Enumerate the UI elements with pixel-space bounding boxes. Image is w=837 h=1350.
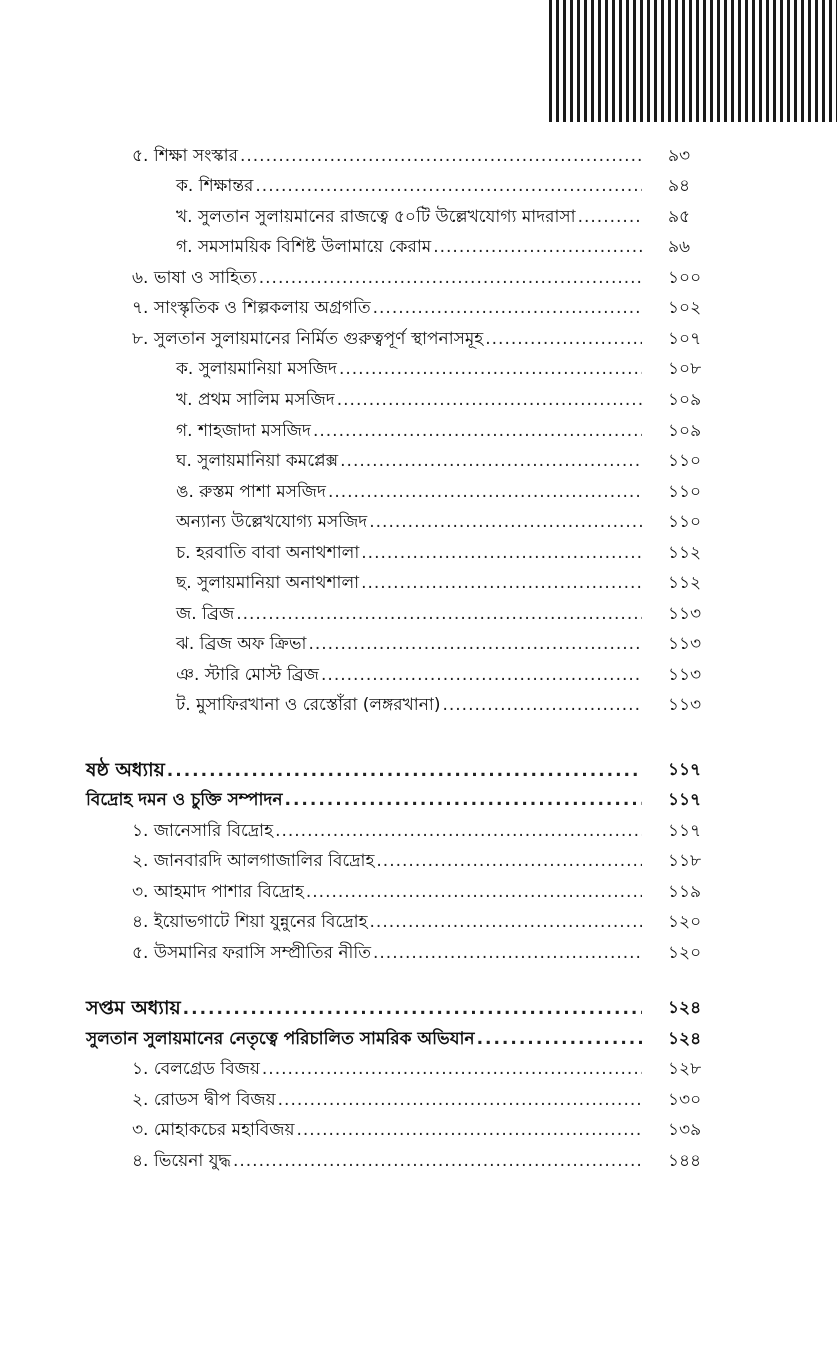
toc-entry-title: ঙ. রুস্তম পাশা মসজিদ — [176, 482, 326, 502]
dot-leader — [477, 1028, 642, 1050]
toc-entry-title: ৩. মোহাকচের মহাবিজয় — [132, 1120, 295, 1140]
toc-entry-title: ক. সুলায়মানিয়া মসজিদ — [176, 359, 337, 379]
dot-leader — [442, 694, 642, 716]
dot-leader — [240, 145, 642, 167]
toc-page-number: ১১০ — [668, 482, 702, 502]
toc-page-number: ১১৩ — [668, 695, 702, 715]
toc-page-number: ১৩৯ — [668, 1120, 702, 1140]
toc-page-number: ১১৩ — [668, 634, 702, 654]
toc-page-number: ১২০ — [668, 943, 702, 963]
toc-entry-title: বিদ্রোহ দমন ও চুক্তি সম্পাদন — [86, 790, 283, 810]
toc-entry[interactable] — [176, 358, 702, 380]
toc-page-number: ৯৬ — [668, 237, 691, 257]
toc-page-number: ১০২ — [668, 298, 702, 318]
toc-entry-title: অন্যান্য উল্লেখযোগ্য মসজিদ — [176, 512, 368, 532]
dot-leader — [297, 1119, 643, 1141]
dot-leader — [340, 450, 642, 472]
toc-entry[interactable] — [176, 389, 702, 411]
toc-entry-title: ক. শিক্ষান্তর — [176, 176, 254, 196]
dot-leader — [233, 1150, 642, 1172]
toc-entry[interactable] — [132, 1150, 702, 1172]
toc-entry-title: ২. রোডস দ্বীপ বিজয় — [132, 1090, 276, 1110]
dot-leader — [255, 175, 642, 197]
toc-entry[interactable] — [86, 997, 702, 1020]
dot-leader — [313, 420, 642, 442]
toc-page-number: ১২৪ — [668, 1029, 702, 1049]
toc-page-number: ১১৩ — [668, 604, 702, 624]
toc-entry[interactable] — [176, 664, 702, 686]
toc-entry[interactable] — [132, 145, 691, 167]
toc-page-number: ১১০ — [668, 451, 702, 471]
dot-leader — [275, 820, 642, 842]
dot-leader — [361, 542, 642, 564]
toc-entry[interactable] — [132, 911, 702, 933]
toc-entry[interactable] — [176, 236, 691, 258]
toc-entry-title: গ. শাহজাদা মসজিদ — [176, 421, 311, 441]
toc-page-number: ১৩০ — [668, 1090, 702, 1110]
toc-entry-title: ৮. সুলতান সুলায়মানের নির্মিত গুরুত্বপূর্ণ স্থাপনাসমূহ — [132, 329, 484, 349]
toc-entry[interactable] — [176, 175, 691, 197]
toc-entry-title: ছ. সুলায়মানিয়া অনাথশালা — [176, 573, 360, 593]
toc-entry-title: ৪. ভিয়েনা যুদ্ধ — [132, 1151, 231, 1171]
dot-leader — [259, 267, 642, 289]
dot-leader — [376, 850, 642, 872]
toc-entry[interactable] — [176, 511, 702, 533]
toc-entry[interactable] — [132, 942, 702, 964]
toc-entry[interactable] — [86, 789, 702, 811]
dot-leader — [236, 603, 642, 625]
toc-page-number: ১২০ — [668, 912, 702, 932]
toc-entry-title: ১. বেলগ্রেড বিজয় — [132, 1059, 260, 1079]
toc-entry[interactable] — [86, 1028, 702, 1050]
toc-entry[interactable] — [132, 1089, 702, 1111]
dot-leader — [369, 511, 642, 533]
toc-entry[interactable] — [132, 881, 702, 903]
dot-leader — [337, 389, 642, 411]
toc-entry-title: খ. প্রথম সালিম মসজিদ — [176, 390, 335, 410]
toc-entry-title: গ. সমসাময়িক বিশিষ্ট উলামায়ে কেরাম — [176, 237, 432, 257]
toc-entry[interactable] — [176, 633, 702, 655]
toc-page-number: ১৪৪ — [668, 1151, 702, 1171]
dot-leader — [339, 358, 642, 380]
toc-entry[interactable] — [132, 850, 702, 872]
toc-entry-title: ১. জানেসারি বিদ্রোহ — [132, 821, 274, 841]
toc-entry-title: ৬. ভাষা ও সাহিত্য — [132, 268, 257, 288]
toc-page-number: ১০৭ — [668, 329, 702, 349]
toc-entry-title: সুলতান সুলায়মানের নেতৃত্বে পরিচালিত সামরিক অভিযান — [86, 1029, 475, 1049]
toc-page-number: ১১২ — [668, 573, 702, 593]
dot-leader — [373, 942, 642, 964]
toc-page-number: ১২৪ — [668, 998, 702, 1018]
dot-leader — [321, 664, 642, 686]
toc-entry[interactable] — [132, 328, 702, 350]
toc-entry-title: চ. হরবাতি বাবা অনাথশালা — [176, 543, 360, 563]
toc-page-number: ১১২ — [668, 543, 702, 563]
toc-page-number: ১১৭ — [668, 821, 702, 841]
toc-page-number: ১০৯ — [668, 390, 702, 410]
toc-page-number: ১১৭ — [668, 760, 702, 780]
toc-entry[interactable] — [132, 820, 702, 842]
dot-leader — [183, 998, 642, 1020]
dot-leader — [485, 328, 642, 350]
dot-leader — [278, 1089, 642, 1111]
toc-page-number: ১০৮ — [668, 359, 702, 379]
toc-page-number: ১০০ — [668, 268, 702, 288]
toc-entry-title: ঝ. ব্রিজ অফ ক্রিভা — [176, 634, 307, 654]
dot-leader — [167, 760, 642, 782]
toc-entry[interactable] — [132, 297, 702, 319]
toc-entry[interactable] — [176, 481, 702, 503]
dot-leader — [578, 206, 642, 228]
toc-entry-title: ৪. ইয়োভগাটে শিয়া যুন্নুনের বিদ্রোহ — [132, 912, 368, 932]
toc-entry[interactable] — [176, 572, 702, 594]
dot-leader — [433, 236, 642, 258]
toc-page-number: ১১৯ — [668, 882, 702, 902]
toc-page-number: ১১৩ — [668, 665, 702, 685]
dot-leader — [373, 297, 642, 319]
toc-page-number: ৯৩ — [668, 146, 691, 166]
toc-page-number: ১১৮ — [668, 851, 702, 871]
decorative-stripes — [549, 0, 837, 122]
toc-entry[interactable] — [176, 420, 702, 442]
toc-entry-title: ৩. আহমাদ পাশার বিদ্রোহ — [132, 882, 304, 902]
toc-entry-title: খ. সুলতান সুলায়মানের রাজত্বে ৫০টি উল্লেখযোগ্য মাদরাসা — [176, 207, 576, 227]
toc-entry[interactable] — [176, 450, 702, 472]
toc-page-number: ৯৪ — [668, 176, 691, 196]
toc-entry-title: জ. ব্রিজ — [176, 604, 235, 624]
toc-entry[interactable] — [132, 1119, 702, 1141]
toc-entry-title: ৫. উসমানির ফরাসি সম্প্রীতির নীতি — [132, 943, 371, 963]
dot-leader — [370, 911, 642, 933]
toc-entry-title: ট. মুসাফিরখানা ও রেস্তোঁরা (লঙ্গরখানা) — [176, 695, 441, 715]
toc-entry[interactable] — [176, 542, 702, 564]
dot-leader — [308, 633, 642, 655]
toc-page-number: ১২৮ — [668, 1059, 702, 1079]
toc-page-number: ১১০ — [668, 512, 702, 532]
toc-page-number: ৯৫ — [668, 207, 691, 227]
dot-leader — [361, 572, 642, 594]
toc-entry[interactable] — [132, 1058, 702, 1080]
toc-entry-title: ৭. সাংস্কৃতিক ও শিল্পকলায় অগ্রগতি — [132, 298, 371, 318]
toc-entry-title: ২. জানবারদি আলগাজালির বিদ্রোহ — [132, 851, 375, 871]
toc-entry-title: ৫. শিক্ষা সংস্কার — [132, 146, 238, 166]
toc-entry[interactable] — [86, 759, 702, 782]
toc-entry[interactable] — [176, 603, 702, 625]
toc-entry[interactable] — [176, 206, 691, 228]
toc-page-number: ১১৭ — [668, 790, 702, 810]
dot-leader — [306, 881, 642, 903]
toc-entry-title: ঞ. স্টারি মোস্ট ব্রিজ — [176, 665, 320, 685]
dot-leader — [285, 789, 642, 811]
dot-leader — [328, 481, 642, 503]
toc-page-number: ১০৯ — [668, 421, 702, 441]
toc-entry-title: ষষ্ঠ অধ্যায় — [86, 759, 165, 781]
toc-entry[interactable] — [176, 694, 702, 716]
toc-entry[interactable] — [132, 267, 702, 289]
toc-entry-title: ঘ. সুলায়মানিয়া কমপ্লেক্স — [176, 451, 339, 471]
dot-leader — [262, 1058, 642, 1080]
toc-entry-title: সপ্তম অধ্যায় — [86, 997, 181, 1019]
